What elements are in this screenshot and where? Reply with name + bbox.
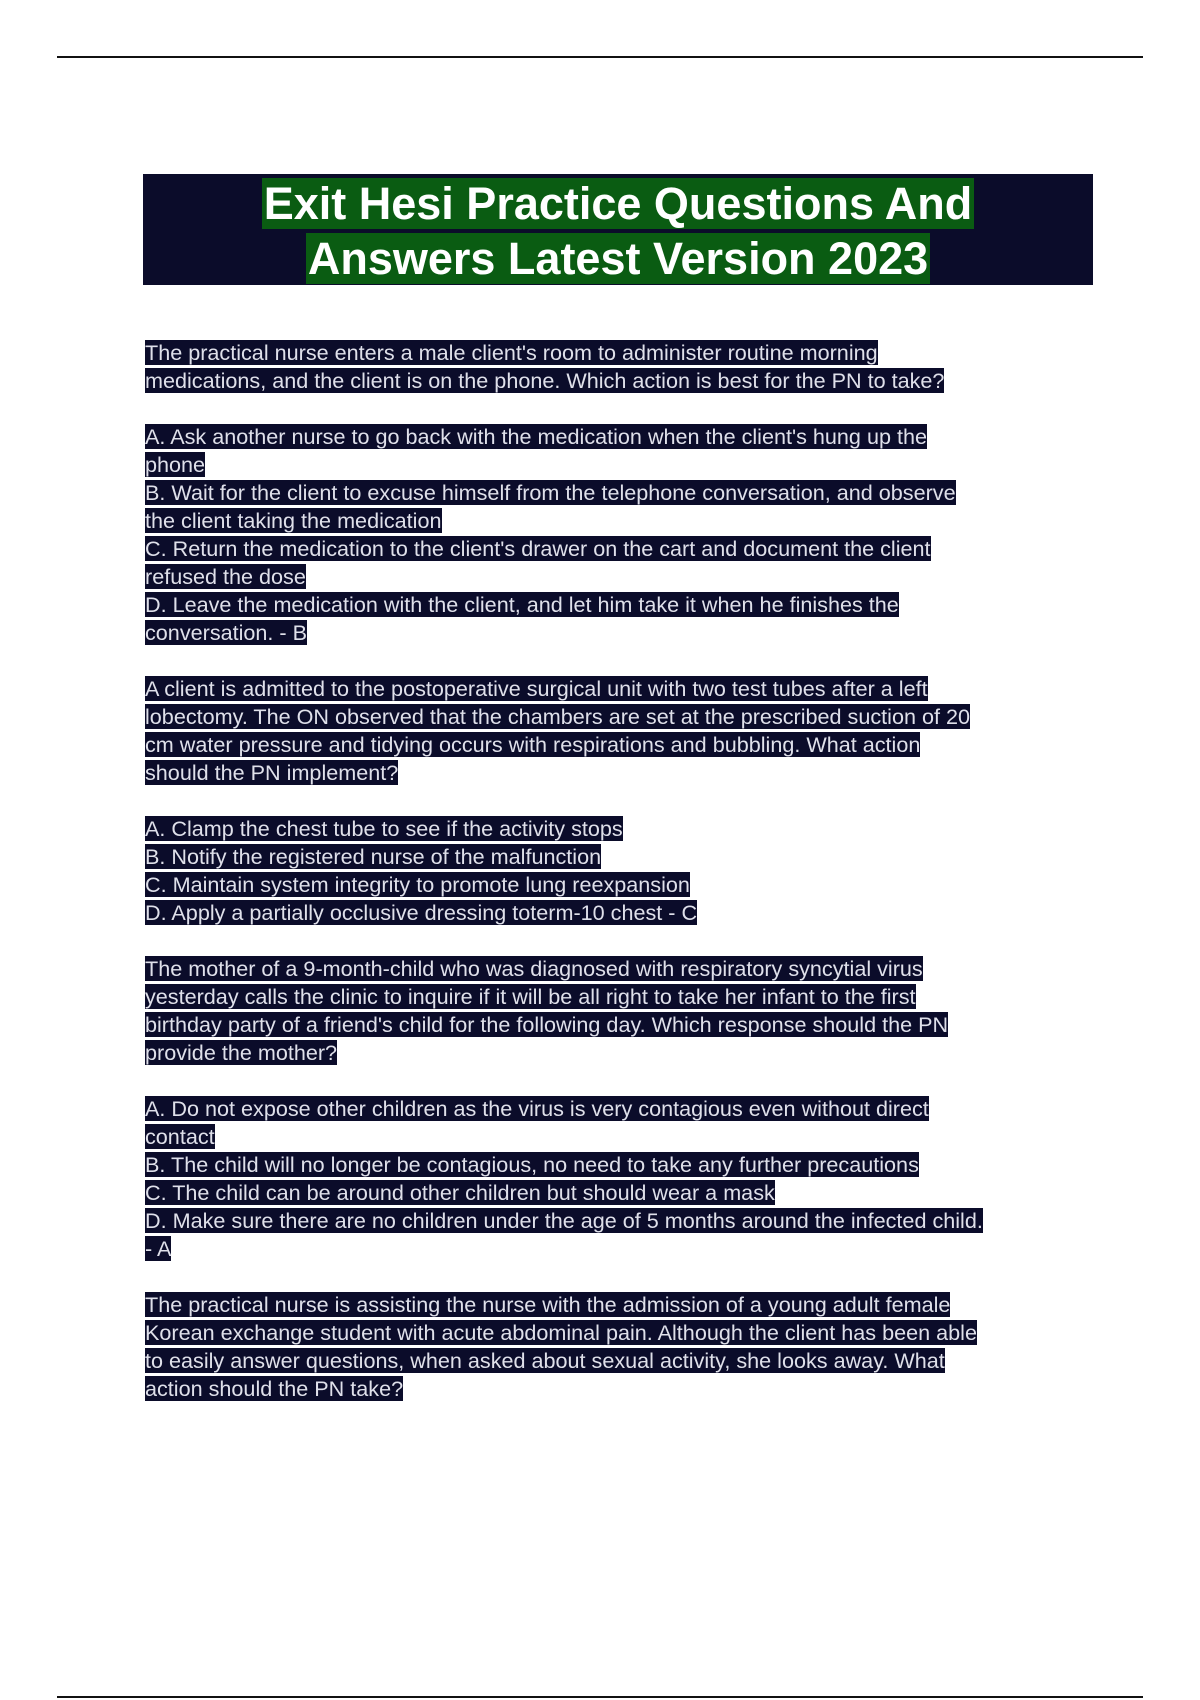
text-line: D. Leave the medication with the client, and let him take it when he finishes the — [145, 592, 899, 617]
title-line-2 — [143, 231, 1093, 286]
text-line: Korean exchange student with acute abdominal pain. Although the client has been able — [145, 1320, 977, 1345]
title-text-2: Answers Latest Version 2023 — [307, 233, 929, 284]
text-line: B. Notify the registered nurse of the malfunction — [145, 844, 602, 869]
text-line: D. Make sure there are no children under the age of 5 months around the infected child. — [145, 1208, 983, 1233]
title-banner — [143, 174, 1093, 285]
text-line: A. Clamp the chest tube to see if the activity stops — [145, 816, 623, 841]
text-line: to easily answer questions, when asked about sexual activity, she looks away. What — [145, 1348, 945, 1373]
question-4 — [145, 1291, 1105, 1403]
text-line: The practical nurse is assisting the nurse with the admission of a young adult female — [145, 1292, 951, 1317]
text-line: phone — [145, 452, 206, 477]
question-1 — [145, 339, 1105, 395]
text-line: yesterday calls the clinic to inquire if it will be all right to take her infant to the first — [145, 984, 916, 1009]
text-line: lobectomy. The ON observed that the chambers are set at the prescribed suction of 20 — [145, 704, 971, 729]
answer-options-3 — [145, 1095, 1105, 1263]
bottom-rule — [57, 1696, 1143, 1698]
title-text-1: Exit Hesi Practice Questions And — [263, 178, 973, 229]
text-line: D. Apply a partially occlusive dressing toterm-10 chest - C — [145, 900, 698, 925]
text-line: cm water pressure and tidying occurs with respirations and bubbling. What action — [145, 732, 921, 757]
text-line: should the PN implement? — [145, 760, 399, 785]
question-2 — [145, 675, 1105, 787]
text-line: C. Maintain system integrity to promote lung reexpansion — [145, 872, 690, 897]
text-line: B. The child will no longer be contagious, no need to take any further precautions — [145, 1152, 919, 1177]
text-line: action should the PN take? — [145, 1376, 404, 1401]
answer-options-2 — [145, 815, 1105, 927]
text-line: refused the dose — [145, 564, 306, 589]
text-line: B. Wait for the client to excuse himself from the telephone conversation, and observe — [145, 480, 956, 505]
text-line: birthday party of a friend's child for the following day. Which response should the PN — [145, 1012, 949, 1037]
text-line: A. Do not expose other children as the virus is very contagious even without direct — [145, 1096, 929, 1121]
text-line: The mother of a 9-month-child who was diagnosed with respiratory syncytial virus — [145, 956, 923, 981]
text-line: contact — [145, 1124, 215, 1149]
text-line: C. Return the medication to the client's drawer on the cart and document the client — [145, 536, 931, 561]
text-line: provide the mother? — [145, 1040, 338, 1065]
text-line: A client is admitted to the postoperative surgical unit with two test tubes after a left — [145, 676, 928, 701]
text-line: The practical nurse enters a male client's room to administer routine morning — [145, 340, 878, 365]
text-line: medications, and the client is on the phone. Which action is best for the PN to take? — [145, 368, 945, 393]
top-rule — [57, 56, 1143, 58]
text-line: C. The child can be around other children but should wear a mask — [145, 1180, 775, 1205]
text-line: the client taking the medication — [145, 508, 442, 533]
question-3 — [145, 955, 1105, 1067]
text-line: conversation. - B — [145, 620, 308, 645]
document-body — [145, 339, 1105, 1431]
text-line: A. Ask another nurse to go back with the medication when the client's hung up the — [145, 424, 927, 449]
title-line-1 — [143, 176, 1093, 231]
text-line: - A — [145, 1236, 172, 1261]
answer-options-1 — [145, 423, 1105, 647]
